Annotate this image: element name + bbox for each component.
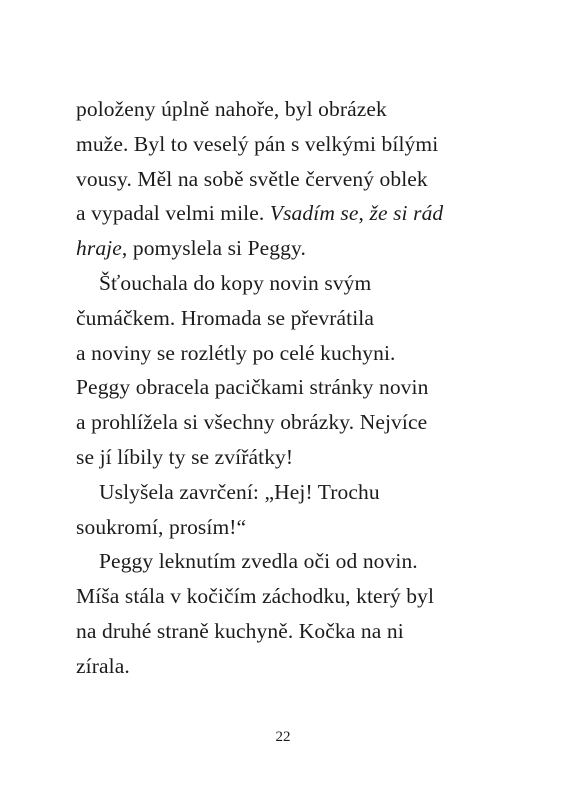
text-line	[76, 92, 516, 127]
text-segment: se jí líbily ty se zvířátky!	[76, 444, 294, 469]
text-segment: soukromí, prosím!“	[76, 514, 247, 539]
text-line	[76, 579, 516, 614]
text-segment: vousy. Měl na sobě světle červený oblek	[76, 166, 428, 191]
text-segment: , pomyslela si Peggy.	[121, 236, 306, 261]
text-line	[76, 614, 516, 649]
text-segment: na druhé straně kuchyně. Kočka na ni	[76, 618, 404, 643]
italic-text: že si rád	[369, 201, 444, 226]
text-line	[76, 336, 516, 371]
text-line	[76, 301, 516, 336]
text-segment: ,	[358, 201, 370, 226]
text-segment: Uslyšela zavrčení: „Hej! Trochu	[99, 479, 380, 504]
text-segment: Peggy leknutím zvedla oči od novin.	[99, 549, 418, 574]
text-segment: položeny úplně nahoře, byl obrázek	[76, 97, 387, 121]
text-line	[76, 196, 516, 231]
text-segment: Peggy obracela pacičkami stránky novin	[76, 375, 429, 400]
page-number: 22	[275, 729, 291, 745]
text-line	[76, 266, 516, 301]
text-segment: muže. Byl to veselý pán s velkými bílými	[76, 131, 439, 156]
body-text	[76, 92, 516, 684]
text-line	[76, 370, 516, 405]
text-line	[76, 649, 516, 684]
italic-text: Vsadím se	[269, 201, 359, 226]
text-segment: a vypadal velmi mile.	[76, 201, 270, 226]
italic-text: hraje	[76, 236, 122, 261]
text-segment: Míša stála v kočičím záchodku, který byl	[76, 584, 435, 609]
text-line	[76, 231, 516, 266]
text-line	[76, 405, 516, 440]
text-line	[76, 510, 516, 545]
text-segment: zírala.	[76, 653, 130, 678]
text-line	[76, 127, 516, 162]
text-line	[76, 440, 516, 475]
text-line	[76, 162, 516, 197]
text-segment: Šťouchala do kopy novin svým	[99, 270, 372, 295]
text-segment: a prohlížela si všechny obrázky. Nejvíce	[76, 410, 428, 435]
text-segment: a noviny se rozlétly po celé kuchyni.	[76, 340, 396, 365]
text-line	[76, 544, 516, 579]
text-line	[76, 475, 516, 510]
text-segment: čumáčkem. Hromada se převrátila	[76, 305, 374, 330]
